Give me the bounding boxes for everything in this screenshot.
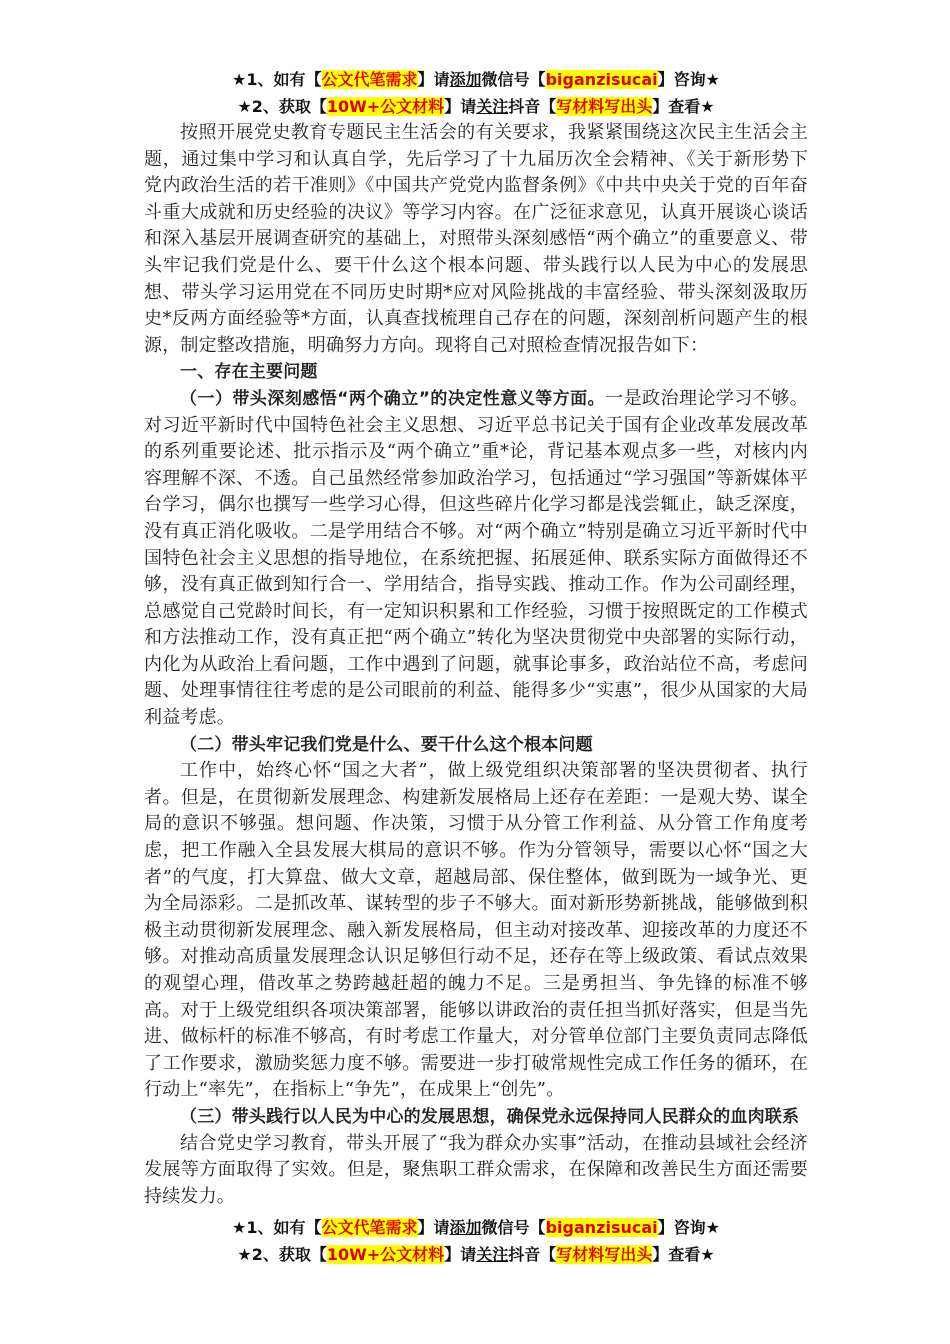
promo-text: ★1、如有【: [232, 1218, 322, 1238]
promo-highlight: 公文代笔需求: [321, 70, 418, 89]
section-heading-text: 一、存在主要问题: [180, 362, 318, 383]
promo-highlight: 10W+公文材料: [326, 97, 445, 116]
promo-text: 】请: [444, 1245, 477, 1265]
promo-text: 微信号【: [481, 70, 546, 89]
document-page: [144, 66, 808, 1268]
wechat-id-highlight: biganzisucai: [545, 70, 658, 89]
intro-paragraph: 按照开展党史教育专题民主生活会的有关要求，我紧紧围绕这次民主生活会主题，通过集中学习和认真自学，先后学习了十九届历次全会精神、《关于新形势下党内政治生活的若干准则》《中国共产党党内监督条例》《中共中央关于党的百年奋斗重大成就和历史经验的决议》等学习内容。在广泛征求意见，认真开展谈心谈话和深入基层开展调查研究的基础上，对照带头深刻感悟“两个确立”的重要意义、带头牢记我们党是什么、要干什么这个根本问题、带头践行以人民为中心的发展思想、带头学习运用党在不同历史时期*应对风险挑战的丰富经验、带头深刻汲取历史*反两方面经验等*方面，认真查找梳理自己存在的问题，深刻剖析问题产生的根源，制定整改措施，明确努力方向。现将自己对照检查情况报告如下：: [144, 122, 808, 356]
promo-underlined: 关注: [476, 1245, 509, 1265]
section-heading: [144, 359, 808, 386]
promo-text: 抖音【: [508, 97, 557, 116]
promo-text: ★2、获取【: [237, 97, 327, 116]
promo-text: 】咨询★: [657, 70, 720, 89]
promo-text: 抖音【: [508, 1245, 557, 1265]
promo-underlined: 添加: [449, 70, 482, 89]
footer-promo-line-2: [144, 1241, 808, 1268]
douyin-id-highlight: 写材料写出头: [556, 97, 653, 116]
subsection-2-heading: （二）带头牢记我们党是什么、要干什么这个根本问题: [180, 734, 593, 755]
promo-text: ★1、如有【: [232, 70, 322, 89]
promo-text: 】请: [417, 70, 450, 89]
subsection-3-heading: （三）带头践行以人民为中心的发展思想，确保党永远保持同人民群众的血肉联系: [180, 1106, 800, 1127]
subsection-2-body: 工作中，始终心怀“国之大者”，做上级党组织决策部署的坚决贯彻者、执行者。但是，在贯彻新发展理念、构建新发展格局上还存在差距：一是观大势、谋全局的意识不够强。想问题、作决策，习惯于从分管工作利益、从分管工作角度考虑，把工作融入全县发展大棋局的意识不够。作为分管领导，需要以心怀“国之大者”的气度，打大算盘、做大文章，超越局部、保住整体，做到既为一域争光、更为全局添彩。二是抓改革、谋转型的步子不够大。面对新形势新挑战，能够做到积极主动贯彻新发展理念、融入新发展格局，但主动对接改革、迎接改革的力度还不够。对推动高质量发展理念认识足够但行动不足，还存在等上级政策、看试点效果的观望心理，借改革之势跨越赶超的魄力不足。三是勇担当、争先锋的标准不够高。对于上级党组织各项决策部署，能够以讲政治的责任担当抓好落实，但是当先进、做标杆的标准不够高，有时考虑工作量大，对分管单位部门主要负责同志降低了工作要求，激励奖惩力度不够。需要进一步打破常规性完成工作任务的循环，在行动上“率先”，在指标上“争先”，在成果上“创先”。: [144, 760, 808, 1101]
header-promo-line-2: [144, 93, 808, 120]
subsection-1-body: 一是政治理论学习不够。对习近平新时代中国特色社会主义思想、习近平总书记关于国有企业改革发展改革的系列重要论述、批示指示及“两个确立”重*论，背记基本观点多一些，对核内内容理解不深、不透。自己虽然经常参加政治学习，包括通过“学习强国”等新媒体平台学习，偶尔也撰写一些学习心得，但这些碎片化学习都是浅尝辄止，缺乏深度，没有真正消化吸收。二是学用结合不够。对“两个确立”特别是确立习近平新时代中国特色社会主义思想的指导地位，在系统把握、拓展延伸、联系实际方面做得还不够，没有真正做到知行合一、学用结合，指导实践、推动工作。作为公司副经理，总感觉自己党龄时间长，有一定知识积累和工作经验，习惯于按照既定的工作模式和方法推动工作，没有真正把“两个确立”转化为坚决贯彻党中央部署的实际行动，内化为从政治上看问题，工作中遇到了问题，就事论事多，政治站位不高，考虑问题、处理事情往往考虑的是公司眼前的利益、能得多少“实惠”，很少从国家的大局利益考虑。: [144, 387, 808, 729]
promo-highlight: 公文代笔需求: [321, 1218, 418, 1238]
subsection-2-heading-line: [144, 732, 808, 759]
promo-text: 】查看★: [652, 1245, 715, 1265]
promo-text: 】请: [444, 97, 477, 116]
promo-highlight: 10W+公文材料: [326, 1245, 445, 1265]
promo-text: 】查看★: [652, 97, 715, 116]
promo-underlined: 关注: [476, 97, 509, 116]
douyin-id-highlight: 写材料写出头: [556, 1245, 653, 1265]
promo-underlined: 添加: [449, 1218, 482, 1238]
promo-text: 】咨询★: [657, 1218, 720, 1238]
subsection-1-paragraph: [144, 386, 808, 732]
subsection-1-heading: （一）带头深刻感悟“两个确立”的决定性意义等方面。: [180, 388, 606, 409]
subsection-3-heading-line: [144, 1104, 808, 1131]
subsection-3-body: 结合党史学习教育，带头开展了“我为群众办实事”活动，在推动县域社会经济发展等方面取得了实效。但是，聚焦职工群众需求，在保障和改善民生方面还需要持续发力。: [144, 1132, 808, 1207]
promo-text: ★2、获取【: [237, 1245, 327, 1265]
promo-text: 】请: [417, 1218, 450, 1238]
footer-promo-line-1: [144, 1214, 808, 1241]
wechat-id-highlight: biganzisucai: [545, 1218, 658, 1238]
header-promo-line-1: [144, 66, 808, 93]
promo-text: 微信号【: [481, 1218, 546, 1238]
